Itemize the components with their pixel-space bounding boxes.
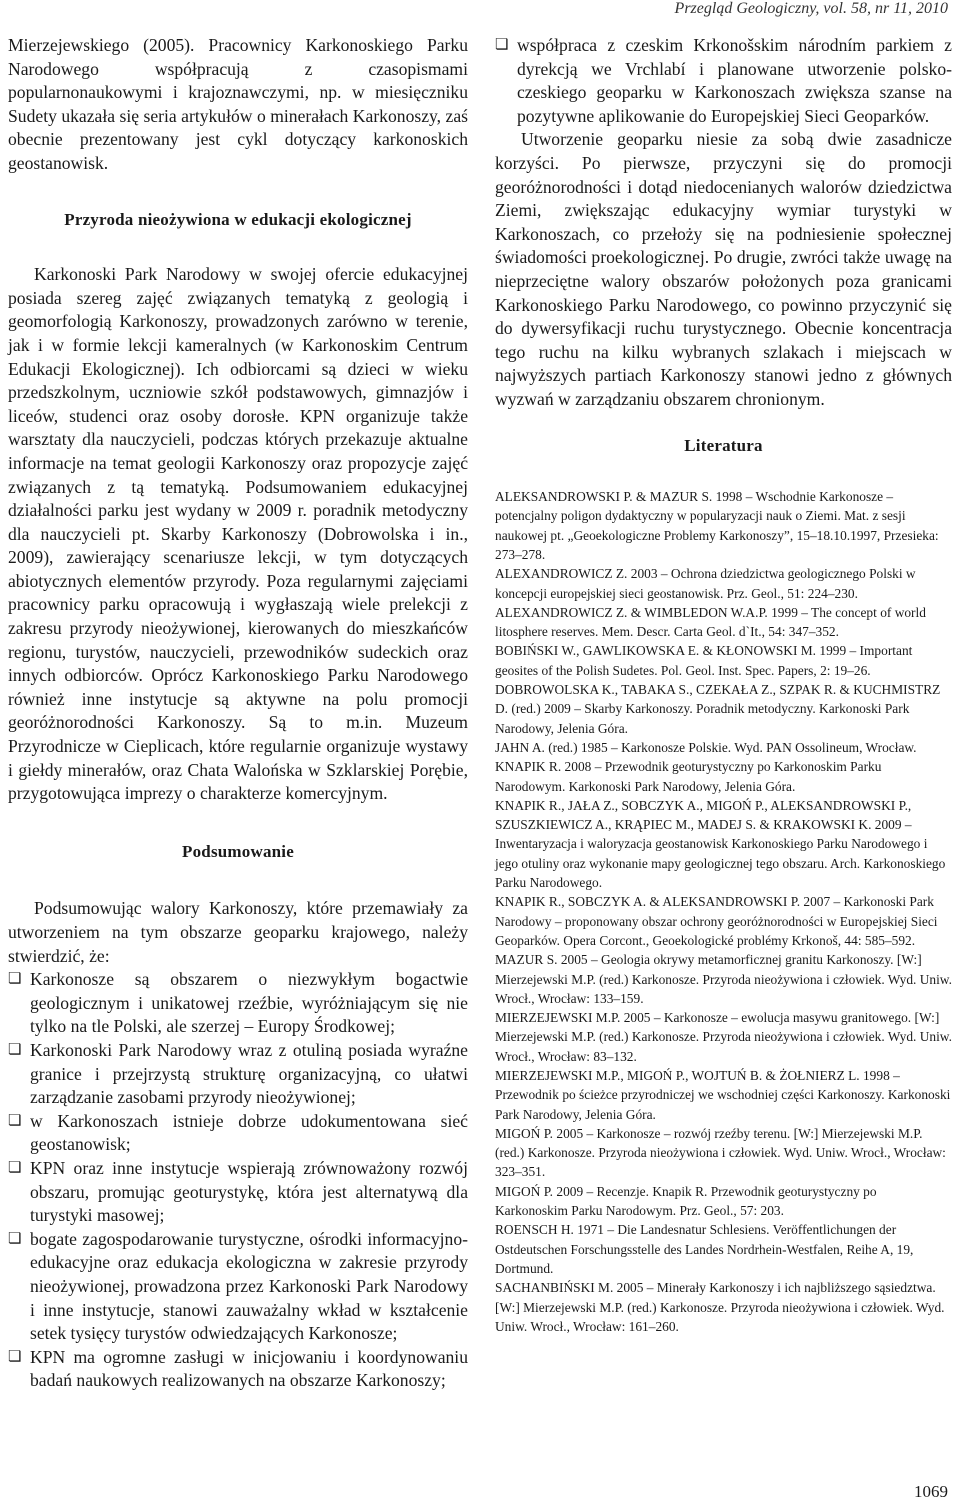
checkbox-bullet-icon: ❏ bbox=[495, 37, 509, 53]
checkbox-bullet-icon: ❏ bbox=[8, 1348, 22, 1365]
intro-paragraph: Mierzejewskiego (2005). Pracownicy Karkonoskiego Parku Narodowego współpracują z czasopismami popularnonaukowymi i krajoznawczymi, np. w miesięczniku Sudety ukazała się seria artykułów o minerałach Karkonoszy, zaś obecnie prezentowany jest cykl dotyczący karkonoskich geostanowisk. bbox=[8, 35, 468, 173]
reference-item: SACHANBIŃSKI M. 2005 – Minerały Karkonoszy i ich najbliższego sąsiedztwa. [W:] Mierzejewski M.P. (red.) Karkonosze. Przyroda nieożywiona i człowiek. Wyd. Uniw. Wrocł., Wrocław: 161–260. bbox=[495, 1280, 945, 1334]
list-item bbox=[8, 1039, 468, 1110]
reference-item: MIERZEJEWSKI M.P., MIGOŃ P., WOJTUŃ B. & ŻOŁNIERZ L. 1998 – Przewodnik po ścieżce przyrodniczej we wschodniej części Karkonoszy. Karkonoski Park Narodowy, Jelenia Góra. bbox=[495, 1068, 951, 1122]
list-item-text: współpraca z czeskim Krkonošskim národním parkiem z dyrekcją we Vrchlabí i planowane utworzenie polsko-czeskiego geoparku w Karkonoszach zwiększa szanse na pozytywne aplikowanie do Europejskiej Sieci Geoparków. bbox=[517, 35, 952, 126]
reference-item: MIGOŃ P. 2009 – Recenzje. Knapik R. Przewodnik geoturystyczny po Karkonoskim Parku Narodowym. Prz. Geol., 57: 203. bbox=[495, 1183, 877, 1219]
section-heading-przyroda: Przyroda nieożywiona w edukacji ekologicznej bbox=[64, 209, 412, 229]
list-item-text: KPN ma ogromne zasługi w inicjowaniu i koordynowaniu badań naukowych realizowanych na obszarze Karkonoszy; bbox=[30, 1346, 468, 1391]
checkbox-bullet-icon: ❏ bbox=[8, 1159, 22, 1176]
section-heading-literatura: Literatura bbox=[684, 435, 763, 455]
reference-item: ALEKSANDROWSKI P. & MAZUR S. 1998 – Wschodnie Karkonosze – potencjalny poligon dydaktyczny w popularyzacji nauk o Ziemi. Mat. z sesji naukowej pt. „Geoekologiczne Problemy Karkonoszy”, 15–18.10.1997, Przesieka: 273–278. bbox=[495, 489, 939, 562]
left-column bbox=[8, 34, 468, 1393]
list-item-text: bogate zagospodarowanie turystyczne, ośrodki informacyjno-edukacyjne oraz edukacja ekologiczna w zakresie przyrody nieożywionej, prowadzona przez Karkonoski Park Narodowy i inne instytucje, stanowi zauważalny wkład w kształcenie setek tysięcy turystów odwiedzających Karkonosze; bbox=[30, 1228, 468, 1344]
list-item bbox=[8, 1346, 468, 1393]
list-item bbox=[495, 34, 952, 128]
reference-item: DOBROWOLSKA K., TABAKA S., CZEKAŁA Z., SZPAK R. & KUCHMISTRZ D. (red.) 2009 – Skarby Karkonoszy. Poradnik metodyczny. Karkonoski Park Narodowy, Jelenia Góra. bbox=[495, 682, 941, 736]
checkbox-bullet-icon: ❏ bbox=[8, 1041, 22, 1058]
checkbox-bullet-icon: ❏ bbox=[8, 1112, 22, 1129]
reference-item: JAHN A. (red.) 1985 – Karkonosze Polskie. Wyd. PAN Ossolineum, Wrocław. bbox=[495, 739, 917, 755]
page-number: 1069 bbox=[914, 1482, 948, 1501]
reference-item: KNAPIK R. 2008 – Przewodnik geoturystyczny po Karkonoskim Parku Narodowym. Karkonoski Park Narodowy, Jelenia Góra. bbox=[495, 759, 882, 794]
reference-item: ROENSCH H. 1971 – Die Landesnatur Schlesiens. Veröffentlichungen der Ostdeutschen Forschungsstelle des Landes Nordrhein-Westfalen, Reihe A, 19, Dortmund. bbox=[495, 1222, 914, 1276]
list-item-text: KPN oraz inne instytucje wspierają zrównoważony rozwój obszaru, promując geoturystykę, która jest alternatywą dla turystyki masowej; bbox=[30, 1157, 468, 1226]
right-column bbox=[495, 34, 952, 1336]
checkbox-bullet-icon: ❏ bbox=[8, 971, 22, 988]
list-item-text: Karkonoski Park Narodowy wraz z otuliną posiada wyraźne granice i przejrzystą strukturę organizacyjną, co ułatwi zarządzanie zasobami przyrody nieożywionej; bbox=[30, 1039, 468, 1108]
journal-header: Przegląd Geologiczny, vol. 58, nr 11, 2010 bbox=[674, 0, 948, 17]
reference-item: BOBIŃSKI W., GAWLIKOWSKA E. & KŁONOWSKI M. 1999 – Important geosites of the Polish Sudetes. Pol. Geol. Inst. Spec. Papers, 2: 19–26. bbox=[495, 643, 913, 678]
reference-item: KNAPIK R., JAŁA Z., SOBCZYK A., MIGOŃ P., ALEKSANDROWSKI P., SZUSZKIEWICZ A., KRĄPIEC M., MADEJ S. & KRAKOWSKI K. 2009 – Inwentaryzacja i waloryzacja geostanowisk Karkonoskiego Parku Narodowego i jego otuliny oraz wykonanie mapy geologicznej tego obszaru. Arch. Karkonoskiego Parku Narodowego. bbox=[495, 797, 946, 891]
education-paragraph: Karkonoski Park Narodowy w swojej ofercie edukacyjnej posiada szereg zajęć związanych tematyką z geologią i geomorfologią Karkonoszy, prowadzonych zarówno w terenie, jak i w formie lekcji kameralnych (w Karkonoskim Centrum Edukacji Ekologicznej). Ich odbiorcami są dzieci w wieku przedszkolnym, uczniowie szkół podstawowych, gimnazjów i liceów, studenci oraz osoby dorosłe. KPN organizuje także warsztaty dla nauczycieli, podczas których przekazuje aktualne informacje na temat geologii Karkonoszy oraz propozycje zajęć związanych z tą tematyką. Podsumowaniem edukacyjnej działalności parku jest wydany w 2009 r. poradnik metodyczny dla nauczycieli pt. Skarby Karkonoszy (Dobrowolska i in., 2009), zawierający scenariusze lekcji, w tym dotyczących abiotycznych elementów przyrody. Poza regularnymi zajęciami pracownicy parku opracowują i wygłaszają wiele prelekcji z zakresu przyrody nieożywionej, kierowanych do mieszkańców regionu, turystów, nauczycieli, przewodników sudeckich oraz innych odbiorców. Oprócz Karkonoskiego Parku Narodowego również inne instytucje są aktywne na polu promocji georóżnorodności Karkonoszy. Są to m.in. Muzeum Przyrodnicze w Cieplicach, które regularnie organizuje wystawy i giełdy minerałów, oraz Chata Walońska w Szklarskiej Porębie, przygotowująca imprezy o charakterze komercyjnym. bbox=[8, 264, 468, 804]
reference-item: ALEXANDROWICZ Z. 2003 – Ochrona dziedzictwa geologicznego Polski w koncepcji europejskiej sieci geostanowisk. Prz. Geol., 51: 224–230. bbox=[495, 566, 916, 601]
list-item bbox=[8, 1157, 468, 1228]
reference-list bbox=[495, 487, 952, 1336]
section-heading-podsumowanie: Podsumowanie bbox=[182, 841, 294, 861]
reference-item: KNAPIK R., SOBCZYK A. & ALEKSANDROWSKI P. 2007 – Karkonoski Park Narodowy – proponowany obszar ochrony georóżnorodności w Europejskiej Sieci Geoparków. Opera Corcont., Geoekologické problémy Krkonoš, 44: 585–592. bbox=[495, 894, 938, 948]
list-item-text: w Karkonoszach istnieje dobrze udokumentowana sieć geostanowisk; bbox=[30, 1110, 468, 1155]
summary-paragraph: Podsumowując walory Karkonoszy, które przemawiały za utworzeniem na tym obszarze geoparku krajowego, należy stwierdzić, że: bbox=[8, 898, 468, 966]
list-item bbox=[8, 968, 468, 1039]
reference-item: MIERZEJEWSKI M.P. 2005 – Karkonosze – ewolucja masywu granitowego. [W:] Mierzejewski M.P. (red.) Karkonosze. Przyroda nieożywiona i człowiek. Wyd. Uniw. Wrocł., Wrocław: 83–132. bbox=[495, 1010, 952, 1064]
list-item bbox=[8, 1110, 468, 1157]
reference-item: ALEXANDROWICZ Z. & WIMBLEDON W.A.P. 1999 – The concept of world litosphere reserves. Mem. Descr. Carta Geol. d`It., 54: 347–352. bbox=[495, 604, 926, 640]
reference-item: MIGOŃ P. 2005 – Karkonosze – rozwój rzeźby terenu. [W:] Mierzejewski M.P. (red.) Karkonosze. Przyroda nieożywiona i człowiek. Wyd. Uniw. Wrocł., Wrocław: 323–351. bbox=[495, 1125, 946, 1180]
list-item bbox=[8, 1228, 468, 1346]
checkbox-bullet-icon: ❏ bbox=[8, 1230, 22, 1247]
list-item-text: Karkonosze są obszarem o niezwykłym bogactwie geologicznym i unikatowej rzeźbie, wyróżniającym się nie tylko na tle Polski, ale szerzej – Europy Środkowej; bbox=[30, 969, 468, 1037]
benefits-paragraph: Utworzenie geoparku niesie za sobą dwie zasadnicze korzyści. Po pierwsze, przyczyni się do promocji georóżnorodności i dotąd niedocenianych walorów dziedzictwa Ziemi, zwiększając edukacyjny wymiar turystyki w Karkonoszach, co przełoży się na podniesienie społecznej świadomości proekologicznej. Po drugie, zwróci także uwagę na nieprzeciętne walory obszarów położonych poza granicami Karkonoskiego Parku Narodowego, co powinno przyczynić się do dywersyfikacji ruchu turystycznego. Obecnie koncentracja tego ruchu na kilku wybranych szlakach i miejscach w najwyższych partiach Karkonoszy stanowi jedno z głównych wyzwań w zarządzaniu obszarem chronionym. bbox=[495, 129, 952, 409]
reference-item: MAZUR S. 2005 – Geologia okrywy metamorficznej granitu Karkonoszy. [W:] Mierzejewski M.P. (red.) Karkonosze. Przyroda nieożywiona i człowiek. Wyd. Uniw. Wrocł., Wrocław: 133–159. bbox=[495, 952, 952, 1006]
